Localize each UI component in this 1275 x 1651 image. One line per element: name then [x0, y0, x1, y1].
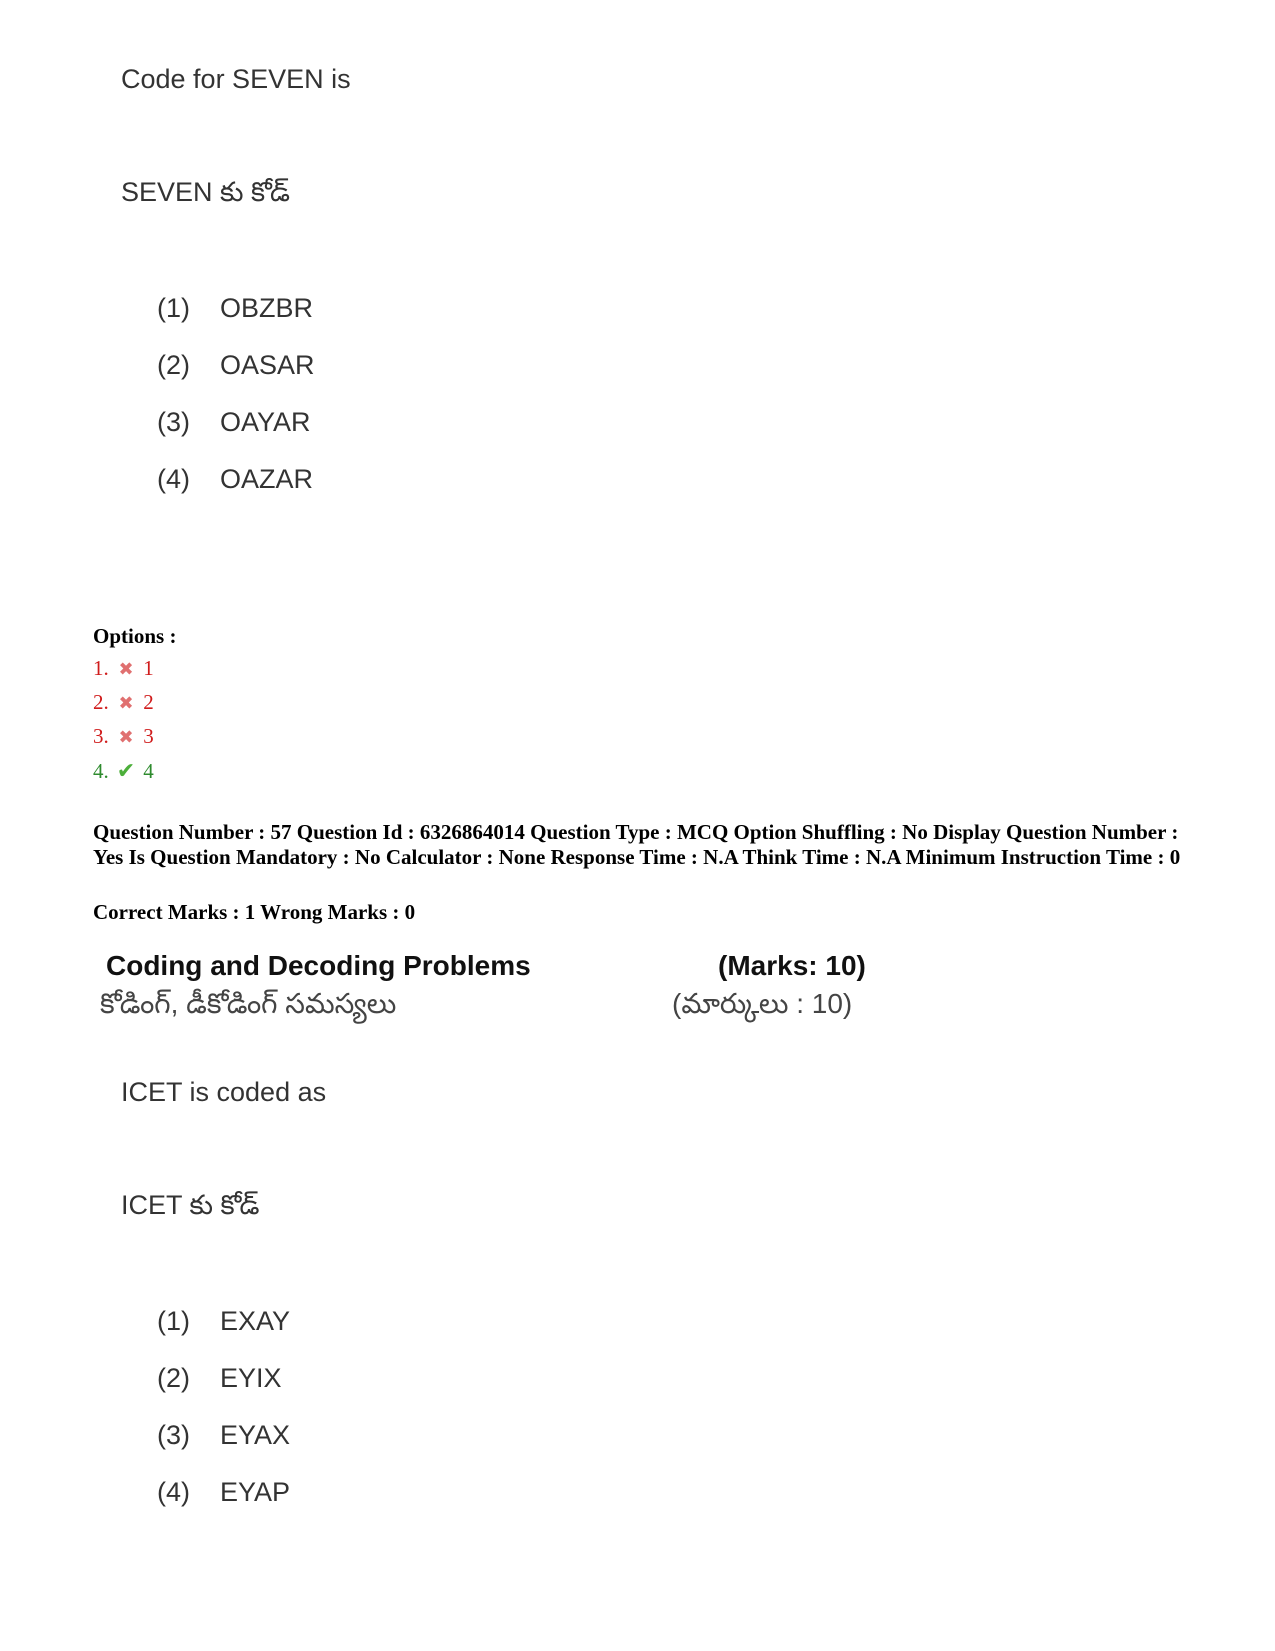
- answer-item: [93, 724, 154, 749]
- section-marks-english: (Marks: 10): [718, 950, 866, 981]
- question-option: [157, 464, 313, 495]
- option-number: (2): [157, 1363, 190, 1393]
- answer-item: [93, 656, 154, 681]
- option-text: EYAP: [220, 1477, 291, 1507]
- question-option: [157, 1420, 290, 1451]
- section-marks-telugu: (మార్కులు : 10): [672, 988, 853, 1019]
- option-text: OAYAR: [220, 407, 311, 437]
- answer-item: [93, 690, 154, 715]
- question-meta-details: Question Number : 57 Question Id : 6326864014 Question Type : MCQ Option Shuffling : No Display Question Number : Yes Is Question Mandatory : No Calculator : None Response Time : N.A Think Time : N.A Minimum Instruction Time : 0: [93, 820, 1181, 869]
- option-number: (1): [157, 293, 190, 323]
- question-option: [157, 407, 311, 438]
- answer-value: 3: [143, 724, 154, 748]
- answer-index: 3.: [93, 724, 109, 748]
- option-number: (3): [157, 407, 190, 437]
- answer-value: 1: [143, 656, 154, 680]
- option-number: (3): [157, 1420, 190, 1450]
- question-prompt-telugu: ICET కు కోడ్: [121, 1190, 260, 1220]
- option-number: (4): [157, 1477, 190, 1507]
- option-number: (2): [157, 350, 190, 380]
- section-title-telugu: కోడింగ్, డీకోడింగ్ సమస్యలు: [100, 988, 397, 1019]
- question-option: [157, 1306, 290, 1337]
- question-option: [157, 350, 315, 381]
- cross-icon: ✖: [118, 693, 134, 713]
- question-prompt-telugu: SEVEN కు కోడ్: [121, 177, 291, 207]
- option-text: OASAR: [220, 350, 315, 380]
- question-meta-marks: Correct Marks : 1 Wrong Marks : 0: [93, 900, 416, 924]
- question-option: [157, 1477, 290, 1508]
- question-prompt-english: Code for SEVEN is: [121, 64, 351, 94]
- answer-index: 2.: [93, 690, 109, 714]
- option-text: OAZAR: [220, 464, 314, 494]
- check-icon: ✔: [116, 758, 136, 783]
- answer-value: 2: [143, 690, 154, 714]
- answer-value: 4: [143, 759, 154, 783]
- question-option: [157, 1363, 282, 1394]
- section-title-english: Coding and Decoding Problems: [106, 950, 531, 981]
- answer-item: [93, 758, 154, 784]
- question-prompt-english: ICET is coded as: [121, 1077, 327, 1107]
- option-number: (4): [157, 464, 190, 494]
- option-text: EYAX: [220, 1420, 291, 1450]
- option-text: OBZBR: [220, 293, 314, 323]
- option-text: EXAY: [220, 1306, 291, 1336]
- options-heading: Options :: [93, 624, 177, 648]
- option-text: EYIX: [220, 1363, 282, 1393]
- question-option: [157, 293, 313, 324]
- answer-index: 1.: [93, 656, 109, 680]
- answer-index: 4.: [93, 759, 109, 783]
- cross-icon: ✖: [118, 659, 134, 679]
- option-number: (1): [157, 1306, 190, 1336]
- cross-icon: ✖: [118, 727, 134, 747]
